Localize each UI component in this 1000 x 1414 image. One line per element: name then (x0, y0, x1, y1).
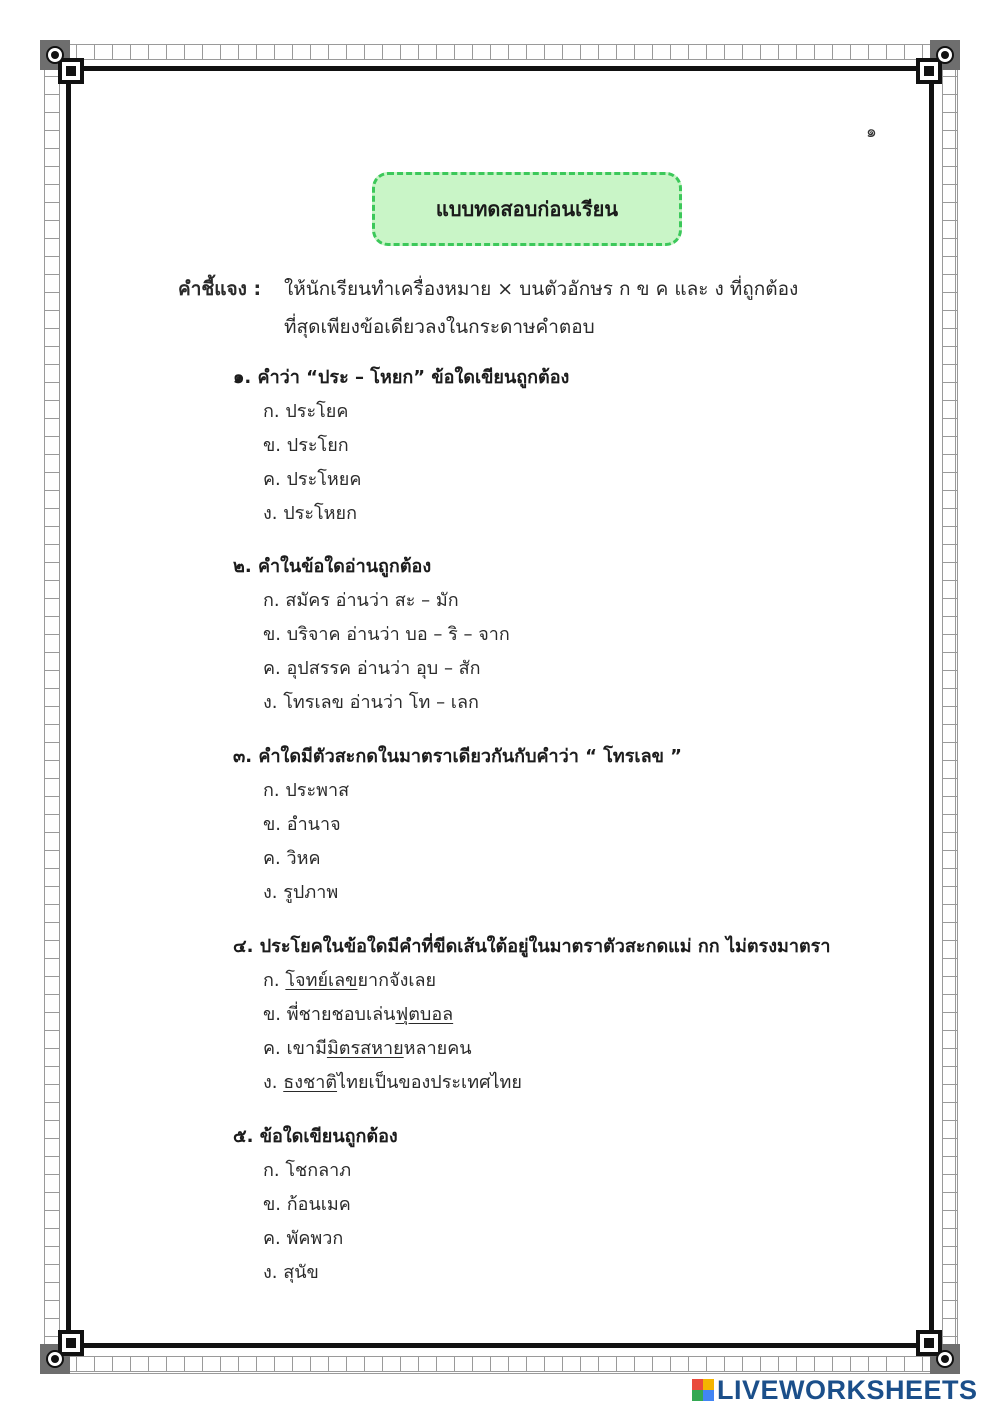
option-item[interactable] (263, 652, 893, 686)
option-text: โชกลาภ (285, 1160, 352, 1181)
corner-ornament-icon (914, 40, 960, 86)
option-letter: ข. (263, 435, 282, 456)
underlined-word: มิตรสหาย (326, 1038, 404, 1059)
option-letter: ก. (263, 1160, 280, 1181)
option-letter: ง. (263, 692, 278, 713)
frame-border-bottom (58, 1356, 942, 1372)
option-text: อำนาจ (286, 814, 341, 835)
option-item[interactable] (263, 1188, 893, 1222)
underlined-word: โจทย์เลข (285, 970, 358, 991)
option-letter: ก. (263, 780, 280, 801)
option-list (233, 395, 893, 531)
option-text: พัคพวก (286, 1228, 344, 1249)
option-letter: ค. (263, 1038, 281, 1059)
option-text: สมัคร อ่านว่า สะ – มัก (285, 590, 459, 611)
option-letter: ค. (263, 658, 281, 679)
option-letter: ค. (263, 469, 281, 490)
option-item[interactable] (263, 1032, 893, 1066)
option-text: ก้อนเมค (286, 1194, 351, 1215)
page-title: แบบทดสอบก่อนเรียน (435, 197, 619, 221)
question-stem: ๕. ข้อใดเขียนถูกต้อง (233, 1126, 398, 1147)
option-text: ประโยก (286, 435, 349, 456)
option-text: รูปภาพ (283, 882, 339, 903)
logo-icon (692, 1379, 714, 1401)
option-letter: ก. (263, 970, 280, 991)
page-number: ๑ (866, 122, 877, 142)
instructions-label: คำชี้แจง : (178, 278, 262, 300)
logo-tile-icon (703, 1390, 714, 1401)
option-list (233, 774, 893, 910)
option-letter: ข. (263, 1194, 282, 1215)
logo-tile-icon (692, 1379, 703, 1390)
question-3 (233, 740, 893, 910)
option-item[interactable] (263, 429, 893, 463)
option-text: โทรเลข อ่านว่า โท – เลก (283, 692, 479, 713)
logo-text: LIVEWORKSHEETS (717, 1374, 978, 1405)
option-text: บริจาค อ่านว่า บอ – ริ – จาก (286, 624, 510, 645)
option-item[interactable] (263, 842, 893, 876)
option-text: สุนัข (283, 1262, 319, 1283)
option-letter: ค. (263, 848, 281, 869)
frame-border-top (58, 44, 942, 60)
corner-ornament-icon (914, 1328, 960, 1374)
option-item[interactable] (263, 998, 893, 1032)
corner-ornament-icon (40, 1328, 86, 1374)
frame-border-right (942, 58, 958, 1356)
underlined-word: ฟุตบอล (395, 1004, 454, 1025)
option-letter: ข. (263, 624, 282, 645)
instructions-line: ให้นักเรียนทำเครื่องหมาย × บนตัวอักษร ก ข ค และ ง ที่ถูกต้อง (284, 278, 799, 300)
option-letter: ง. (263, 882, 278, 903)
option-item[interactable] (263, 774, 893, 808)
logo-tile-icon (703, 1379, 714, 1390)
option-text: วิหค (286, 848, 321, 869)
option-text: ยากจังเลย (357, 970, 437, 991)
option-list (233, 584, 893, 720)
option-item[interactable] (263, 497, 893, 531)
option-item[interactable] (263, 395, 893, 429)
question-2 (233, 550, 893, 720)
option-letter: ง. (263, 503, 278, 524)
option-letter: ก. (263, 590, 280, 611)
instructions-line: ที่สุดเพียงข้อเดียวลงในกระดาษคำตอบ (284, 316, 595, 338)
option-item[interactable] (263, 1256, 893, 1290)
option-text: ประโหยค (286, 469, 362, 490)
question-stem: ๓. คำใดมีตัวสะกดในมาตราเดียวกันกับคำว่า “ โทรเลข ” (233, 746, 683, 767)
option-letter: ก. (263, 401, 280, 422)
option-letter: ค. (263, 1228, 281, 1249)
question-4 (233, 930, 893, 1100)
question-stem: ๑. คำว่า “ประ – โหยก” ข้อใดเขียนถูกต้อง (233, 367, 570, 388)
question-stem: ๔. ประโยคในข้อใดมีคำที่ขีดเส้นใต้อยู่ในมาตราตัวสะกดแม่ กก ไม่ตรงมาตรา (233, 936, 831, 957)
frame-border-left (44, 58, 60, 1356)
question-5 (233, 1120, 893, 1290)
underlined-word: ธงชาติ (283, 1072, 338, 1093)
option-text: ประโหยก (283, 503, 357, 524)
option-text: ไทยเป็นของประเทศไทย (337, 1072, 522, 1093)
question-1 (233, 361, 893, 531)
option-item[interactable] (263, 584, 893, 618)
option-item[interactable] (263, 808, 893, 842)
option-list (233, 964, 893, 1100)
option-item[interactable] (263, 876, 893, 910)
option-item[interactable] (263, 1066, 893, 1100)
option-text: ประพาส (285, 780, 350, 801)
option-item[interactable] (263, 463, 893, 497)
liveworksheets-logo[interactable] (692, 1372, 978, 1408)
option-text: พี่ชายชอบเล่น (286, 1004, 396, 1025)
logo-tile-icon (692, 1390, 703, 1401)
title-box (372, 172, 682, 246)
option-text: หลายคน (403, 1038, 472, 1059)
option-item[interactable] (263, 686, 893, 720)
option-text: ประโยค (285, 401, 349, 422)
option-item[interactable] (263, 1222, 893, 1256)
option-letter: ง. (263, 1072, 278, 1093)
option-text: เขามี (286, 1038, 327, 1059)
option-text: อุปสรรค อ่านว่า อุบ – สัก (286, 658, 481, 679)
option-item[interactable] (263, 1154, 893, 1188)
question-stem: ๒. คำในข้อใดอ่านถูกต้อง (233, 556, 432, 577)
option-letter: ง. (263, 1262, 278, 1283)
option-list (233, 1154, 893, 1290)
option-letter: ข. (263, 814, 282, 835)
corner-ornament-icon (40, 40, 86, 86)
option-item[interactable] (263, 618, 893, 652)
option-item[interactable] (263, 964, 893, 998)
option-letter: ข. (263, 1004, 282, 1025)
